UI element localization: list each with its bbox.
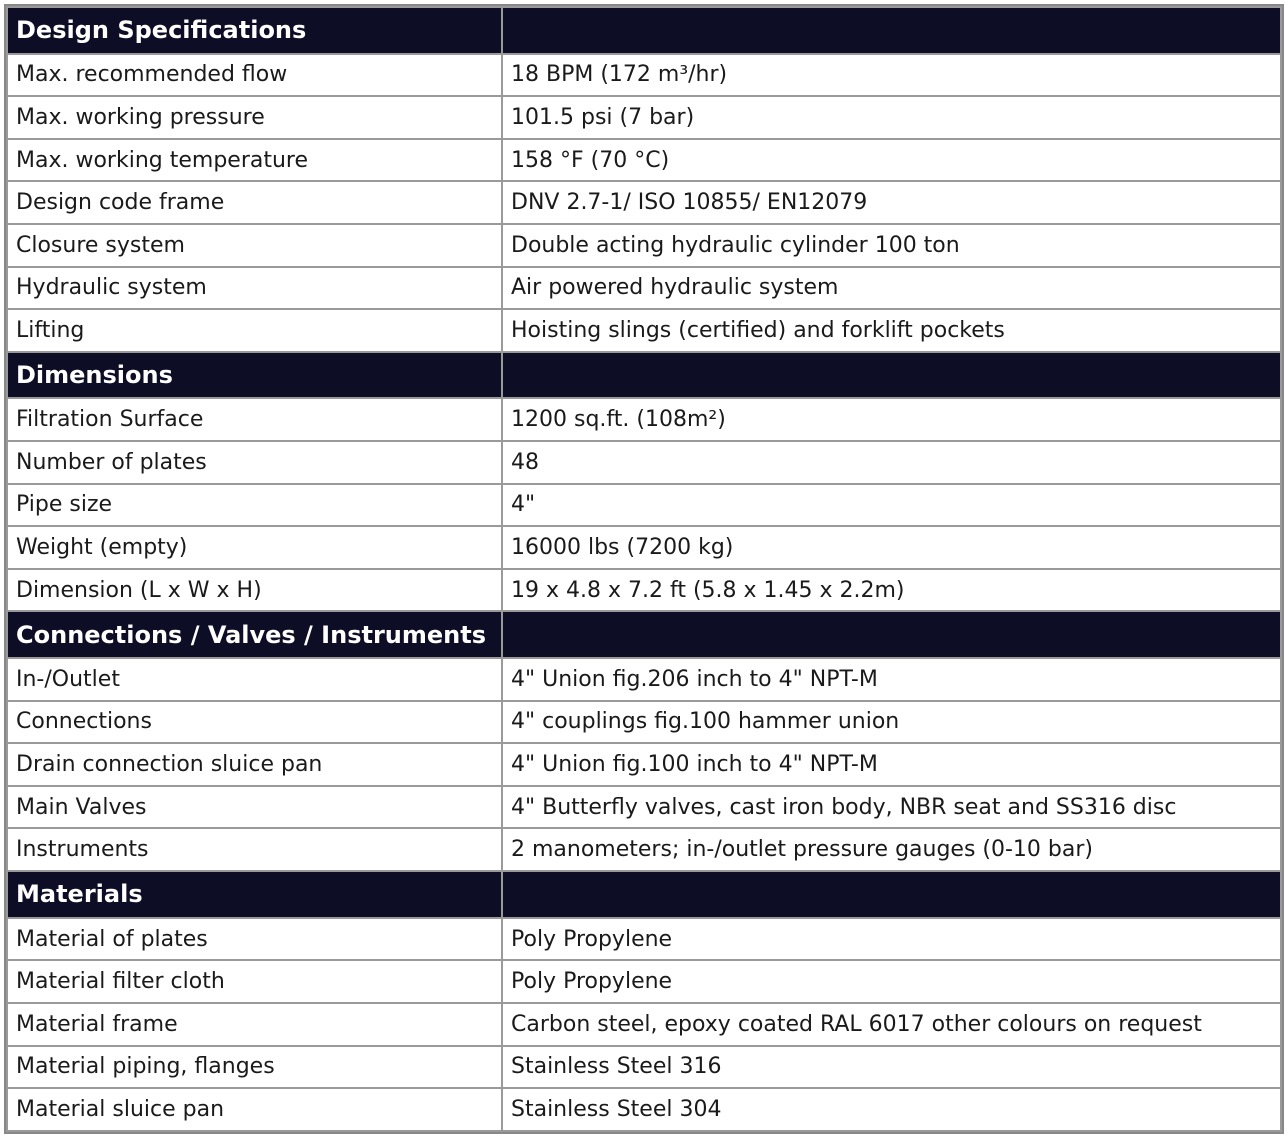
spec-label: Lifting	[7, 309, 502, 352]
spec-label: Dimension (L x W x H)	[7, 569, 502, 612]
spec-label: In-/Outlet	[7, 658, 502, 701]
spec-value: 4" Butterfly valves, cast iron body, NBR seat and SS316 disc	[502, 786, 1281, 829]
table-row	[7, 918, 1281, 961]
spec-value: 19 x 4.8 x 7.2 ft (5.8 x 1.45 x 2.2m)	[502, 569, 1281, 612]
section-title: Design Specifications	[7, 7, 502, 54]
spec-value: Stainless Steel 304	[502, 1088, 1281, 1131]
spec-label: Design code frame	[7, 181, 502, 224]
spec-label: Max. working temperature	[7, 139, 502, 182]
table-row	[7, 441, 1281, 484]
table-row	[7, 786, 1281, 829]
table-row	[7, 54, 1281, 97]
spec-label: Pipe size	[7, 484, 502, 527]
spec-label: Max. recommended flow	[7, 54, 502, 97]
spec-label: Material frame	[7, 1003, 502, 1046]
spec-label: Material piping, flanges	[7, 1046, 502, 1089]
table-row	[7, 569, 1281, 612]
spec-label: Filtration Surface	[7, 398, 502, 441]
spec-value: Poly Propylene	[502, 960, 1281, 1003]
table-row	[7, 398, 1281, 441]
spec-label: Material filter cloth	[7, 960, 502, 1003]
spec-value: 158 °F (70 °C)	[502, 139, 1281, 182]
table-row	[7, 743, 1281, 786]
table-row	[7, 828, 1281, 871]
spec-label: Drain connection sluice pan	[7, 743, 502, 786]
table-row	[7, 1003, 1281, 1046]
section-header-blank	[502, 611, 1281, 658]
table-row	[7, 526, 1281, 569]
spec-value: 4" Union fig.100 inch to 4" NPT-M	[502, 743, 1281, 786]
spec-value: 16000 lbs (7200 kg)	[502, 526, 1281, 569]
spec-value: Carbon steel, epoxy coated RAL 6017 other colours on request	[502, 1003, 1281, 1046]
spec-table	[6, 6, 1282, 1132]
spec-label: Main Valves	[7, 786, 502, 829]
spec-label: Hydraulic system	[7, 267, 502, 310]
table-row	[7, 267, 1281, 310]
spec-value: 48	[502, 441, 1281, 484]
spec-value: 1200 sq.ft. (108m²)	[502, 398, 1281, 441]
spec-label: Instruments	[7, 828, 502, 871]
table-row	[7, 139, 1281, 182]
section-header	[7, 871, 1281, 918]
section-header	[7, 352, 1281, 399]
table-row	[7, 224, 1281, 267]
table-row	[7, 309, 1281, 352]
section-title: Connections / Valves / Instruments	[7, 611, 502, 658]
spec-value: 101.5 psi (7 bar)	[502, 96, 1281, 139]
table-row	[7, 960, 1281, 1003]
spec-label: Material sluice pan	[7, 1088, 502, 1131]
table-row	[7, 181, 1281, 224]
section-title: Materials	[7, 871, 502, 918]
section-title: Dimensions	[7, 352, 502, 399]
spec-label: Number of plates	[7, 441, 502, 484]
table-row	[7, 1088, 1281, 1131]
section-header-blank	[502, 7, 1281, 54]
spec-sheet	[4, 4, 1284, 1134]
table-row	[7, 484, 1281, 527]
section-header-blank	[502, 352, 1281, 399]
spec-label: Connections	[7, 701, 502, 744]
spec-value: DNV 2.7-1/ ISO 10855/ EN12079	[502, 181, 1281, 224]
spec-value: 4" couplings fig.100 hammer union	[502, 701, 1281, 744]
spec-value: Air powered hydraulic system	[502, 267, 1281, 310]
section-header	[7, 7, 1281, 54]
section-header	[7, 611, 1281, 658]
table-row	[7, 1046, 1281, 1089]
spec-label: Material of plates	[7, 918, 502, 961]
spec-value: Double acting hydraulic cylinder 100 ton	[502, 224, 1281, 267]
spec-value: Stainless Steel 316	[502, 1046, 1281, 1089]
spec-value: 4"	[502, 484, 1281, 527]
spec-value: Poly Propylene	[502, 918, 1281, 961]
spec-value: 18 BPM (172 m³/hr)	[502, 54, 1281, 97]
spec-value: Hoisting slings (certified) and forklift pockets	[502, 309, 1281, 352]
spec-label: Max. working pressure	[7, 96, 502, 139]
section-header-blank	[502, 871, 1281, 918]
spec-value: 4" Union fig.206 inch to 4" NPT-M	[502, 658, 1281, 701]
spec-label: Weight (empty)	[7, 526, 502, 569]
spec-label: Closure system	[7, 224, 502, 267]
table-row	[7, 96, 1281, 139]
table-row	[7, 658, 1281, 701]
spec-value: 2 manometers; in-/outlet pressure gauges (0-10 bar)	[502, 828, 1281, 871]
table-row	[7, 701, 1281, 744]
